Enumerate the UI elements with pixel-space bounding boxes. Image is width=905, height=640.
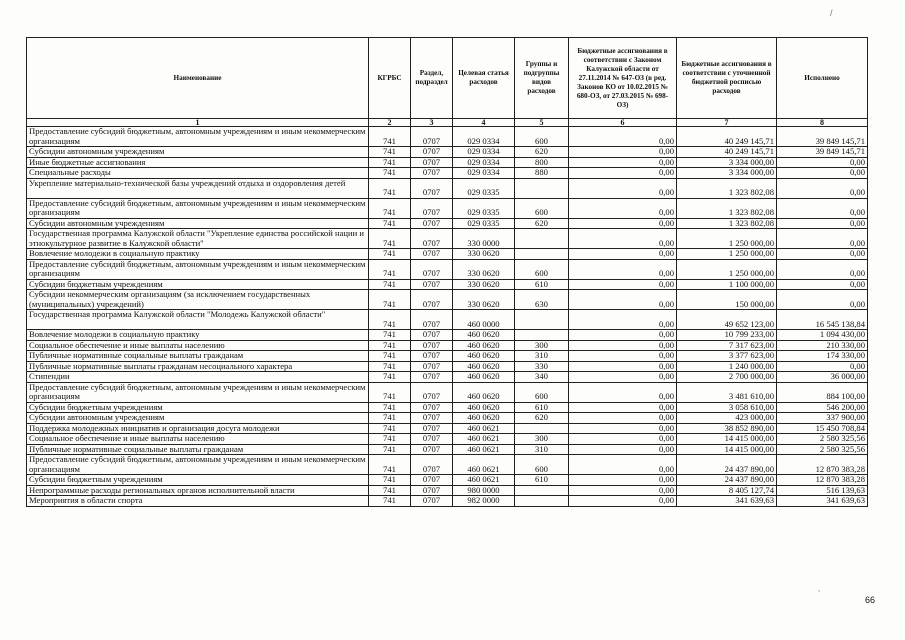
row-kgrbs: 741 [369, 259, 411, 279]
row-executed: 337 900,00 [777, 413, 868, 424]
row-section: 0707 [411, 147, 453, 158]
row-revised-allocation: 341 639,63 [677, 496, 777, 507]
row-expense-group: 610 [515, 402, 569, 413]
row-revised-allocation: 1 100 000,00 [677, 279, 777, 290]
table-row [27, 423, 868, 434]
row-section: 0707 [411, 310, 453, 330]
row-revised-allocation: 10 799 233,00 [677, 330, 777, 341]
header-row [27, 38, 868, 119]
row-kgrbs: 741 [369, 147, 411, 158]
budget-table-sheet [26, 37, 867, 507]
row-expense-group: 300 [515, 340, 569, 351]
row-section: 0707 [411, 340, 453, 351]
row-section: 0707 [411, 259, 453, 279]
row-law-allocation: 0,00 [569, 310, 677, 330]
row-target-article: 330 0620 [453, 279, 515, 290]
row-expense-group: 620 [515, 413, 569, 424]
row-name: Предоставление субсидий бюджетным, автономным учреждениям и иным некоммерческим организациям [27, 198, 369, 218]
column-number: 1 [27, 119, 369, 127]
row-executed: 0,00 [777, 290, 868, 310]
row-expense-group: 600 [515, 259, 569, 279]
row-executed: 2 580 325,56 [777, 444, 868, 455]
row-name: Предоставление субсидий бюджетным, автономным учреждениям и иным некоммерческим организациям [27, 259, 369, 279]
row-law-allocation: 0,00 [569, 382, 677, 402]
row-target-article: 029 0335 [453, 178, 515, 198]
row-section: 0707 [411, 372, 453, 383]
row-executed: 0,00 [777, 168, 868, 179]
row-expense-group: 600 [515, 198, 569, 218]
table-row [27, 290, 868, 310]
row-target-article: 029 0334 [453, 168, 515, 179]
row-expense-group: 310 [515, 351, 569, 362]
row-expense-group: 610 [515, 279, 569, 290]
table-row [27, 259, 868, 279]
row-law-allocation: 0,00 [569, 434, 677, 445]
row-kgrbs: 741 [369, 423, 411, 434]
row-law-allocation: 0,00 [569, 198, 677, 218]
row-executed: 0,00 [777, 279, 868, 290]
row-revised-allocation: 14 415 000,00 [677, 444, 777, 455]
row-executed: 1 094 430,00 [777, 330, 868, 341]
row-expense-group: 340 [515, 372, 569, 383]
row-section: 0707 [411, 249, 453, 260]
header-name: Наименование [27, 38, 369, 119]
row-executed: 884 100,00 [777, 382, 868, 402]
row-revised-allocation: 24 437 890,00 [677, 475, 777, 486]
row-revised-allocation: 1 323 802,08 [677, 198, 777, 218]
column-number: 5 [515, 119, 569, 127]
row-target-article: 460 0621 [453, 423, 515, 434]
row-name: Субсидии бюджетным учреждениям [27, 279, 369, 290]
row-revised-allocation: 3 058 610,00 [677, 402, 777, 413]
row-revised-allocation: 3 334 000,00 [677, 157, 777, 168]
row-revised-allocation: 24 437 890,00 [677, 455, 777, 475]
row-revised-allocation: 1 323 802,08 [677, 218, 777, 229]
row-target-article: 029 0335 [453, 218, 515, 229]
row-name: Специальные расходы [27, 168, 369, 179]
row-name: Мероприятия в области спорта [27, 496, 369, 507]
row-executed: 15 450 708,84 [777, 423, 868, 434]
table-row [27, 475, 868, 486]
row-section: 0707 [411, 485, 453, 496]
row-expense-group [515, 485, 569, 496]
row-target-article: 460 0000 [453, 310, 515, 330]
row-name: Предоставление субсидий бюджетным, автономным учреждениям и иным некоммерческим организациям [27, 127, 369, 147]
row-executed: 39 849 145,71 [777, 147, 868, 158]
table-row [27, 434, 868, 445]
row-expense-group [515, 330, 569, 341]
row-target-article: 982 0000 [453, 496, 515, 507]
row-target-article: 460 0620 [453, 413, 515, 424]
row-section: 0707 [411, 361, 453, 372]
row-name: Государственная программа Калужской области "Укрепление единства российской нации и этнокультурное развитие в Калужской области" [27, 229, 369, 249]
row-executed: 0,00 [777, 249, 868, 260]
row-revised-allocation: 40 249 145,71 [677, 147, 777, 158]
row-target-article: 330 0620 [453, 259, 515, 279]
row-kgrbs: 741 [369, 168, 411, 179]
row-executed: 12 870 383,28 [777, 475, 868, 486]
row-section: 0707 [411, 290, 453, 310]
row-section: 0707 [411, 434, 453, 445]
row-section: 0707 [411, 351, 453, 362]
row-target-article: 460 0621 [453, 475, 515, 486]
row-section: 0707 [411, 455, 453, 475]
row-section: 0707 [411, 475, 453, 486]
row-name: Предоставление субсидий бюджетным, автономным учреждениям и иным некоммерческим организациям [27, 455, 369, 475]
table-row [27, 198, 868, 218]
column-number: 3 [411, 119, 453, 127]
row-section: 0707 [411, 413, 453, 424]
table-body [27, 127, 868, 507]
table-row [27, 178, 868, 198]
row-law-allocation: 0,00 [569, 127, 677, 147]
row-target-article: 460 0620 [453, 340, 515, 351]
row-name: Вовлечение молодежи в социальную практику [27, 249, 369, 260]
row-kgrbs: 741 [369, 455, 411, 475]
row-law-allocation: 0,00 [569, 351, 677, 362]
row-kgrbs: 741 [369, 496, 411, 507]
row-revised-allocation: 3 334 000,00 [677, 168, 777, 179]
row-law-allocation: 0,00 [569, 485, 677, 496]
row-law-allocation: 0,00 [569, 413, 677, 424]
row-law-allocation: 0,00 [569, 279, 677, 290]
row-section: 0707 [411, 127, 453, 147]
row-section: 0707 [411, 423, 453, 434]
row-expense-group [515, 310, 569, 330]
row-section: 0707 [411, 218, 453, 229]
header-kgrbs: КГРБС [369, 38, 411, 119]
row-kgrbs: 741 [369, 229, 411, 249]
row-revised-allocation: 8 405 127,74 [677, 485, 777, 496]
row-name: Вовлечение молодежи в социальную практику [27, 330, 369, 341]
row-kgrbs: 741 [369, 218, 411, 229]
row-expense-group [515, 496, 569, 507]
table-row [27, 402, 868, 413]
table-row [27, 127, 868, 147]
row-kgrbs: 741 [369, 402, 411, 413]
row-kgrbs: 741 [369, 413, 411, 424]
row-target-article: 460 0620 [453, 351, 515, 362]
row-kgrbs: 741 [369, 127, 411, 147]
row-expense-group: 880 [515, 168, 569, 179]
row-kgrbs: 741 [369, 198, 411, 218]
row-name: Публичные нормативные выплаты гражданам несоциального характера [27, 361, 369, 372]
row-expense-group: 330 [515, 361, 569, 372]
row-revised-allocation: 2 700 000,00 [677, 372, 777, 383]
table-row [27, 351, 868, 362]
row-name: Укрепление материально-технической базы учреждений отдыха и оздоровления детей [27, 178, 369, 198]
column-number: 8 [777, 119, 868, 127]
table-row [27, 147, 868, 158]
row-kgrbs: 741 [369, 434, 411, 445]
table-row [27, 229, 868, 249]
row-target-article: 460 0620 [453, 402, 515, 413]
table-row [27, 279, 868, 290]
row-target-article: 460 0621 [453, 444, 515, 455]
row-executed: 16 545 138,84 [777, 310, 868, 330]
row-expense-group: 630 [515, 290, 569, 310]
row-target-article: 330 0620 [453, 249, 515, 260]
row-executed: 0,00 [777, 259, 868, 279]
row-target-article: 029 0334 [453, 127, 515, 147]
row-executed: 210 330,00 [777, 340, 868, 351]
column-number: 6 [569, 119, 677, 127]
row-target-article: 460 0621 [453, 434, 515, 445]
row-law-allocation: 0,00 [569, 372, 677, 383]
header-section: Раздел, подраздел [411, 38, 453, 119]
row-name: Стипендии [27, 372, 369, 383]
row-kgrbs: 741 [369, 249, 411, 260]
table-row [27, 361, 868, 372]
row-expense-group: 600 [515, 382, 569, 402]
row-section: 0707 [411, 382, 453, 402]
row-target-article: 980 0000 [453, 485, 515, 496]
row-law-allocation: 0,00 [569, 475, 677, 486]
row-name: Государственная программа Калужской области "Молодежь Калужской области" [27, 310, 369, 330]
row-name: Социальное обеспечение и иные выплаты населению [27, 434, 369, 445]
row-name: Субсидии бюджетным учреждениям [27, 475, 369, 486]
table-row [27, 372, 868, 383]
row-expense-group [515, 229, 569, 249]
row-target-article: 029 0334 [453, 157, 515, 168]
table-row [27, 485, 868, 496]
table-row [27, 340, 868, 351]
column-number-row [27, 119, 868, 127]
row-law-allocation: 0,00 [569, 290, 677, 310]
column-number: 4 [453, 119, 515, 127]
row-name: Публичные нормативные социальные выплаты гражданам [27, 351, 369, 362]
row-revised-allocation: 1 250 000,00 [677, 249, 777, 260]
row-expense-group: 600 [515, 127, 569, 147]
row-name: Субсидии некоммерческим организациям (за исключением государственных (муниципальных) учреждений) [27, 290, 369, 310]
page-number: 66 [865, 595, 876, 605]
row-executed: 516 139,63 [777, 485, 868, 496]
row-name: Социальное обеспечение и иные выплаты населению [27, 340, 369, 351]
table-row [27, 218, 868, 229]
row-revised-allocation: 40 249 145,71 [677, 127, 777, 147]
header-revised-allocations: Бюджетные ассигнования в соответствии с уточненной бюджетной росписью расходов [677, 38, 777, 119]
row-revised-allocation: 423 000,00 [677, 413, 777, 424]
row-kgrbs: 741 [369, 485, 411, 496]
table-row [27, 444, 868, 455]
row-executed: 0,00 [777, 229, 868, 249]
row-target-article: 029 0334 [453, 147, 515, 158]
row-law-allocation: 0,00 [569, 229, 677, 249]
row-section: 0707 [411, 330, 453, 341]
row-section: 0707 [411, 168, 453, 179]
table-row [27, 310, 868, 330]
row-target-article: 029 0335 [453, 198, 515, 218]
header-law-allocations: Бюджетные ассигнования в соответствии с Законом Калужской области от 27.11.2014 № 647-ОЗ (в ред. Законов КО от 10.02.2015 № 680-ОЗ, от 27.03.2015 № 698-ОЗ) [569, 38, 677, 119]
row-law-allocation: 0,00 [569, 330, 677, 341]
row-kgrbs: 741 [369, 279, 411, 290]
row-expense-group [515, 178, 569, 198]
table-row [27, 413, 868, 424]
row-kgrbs: 741 [369, 330, 411, 341]
row-revised-allocation: 1 250 000,00 [677, 259, 777, 279]
row-target-article: 460 0620 [453, 330, 515, 341]
scan-mark: / [830, 8, 833, 18]
row-section: 0707 [411, 402, 453, 413]
row-executed: 0,00 [777, 157, 868, 168]
row-name: Субсидии автономным учреждениям [27, 147, 369, 158]
row-section: 0707 [411, 229, 453, 249]
row-executed: 12 870 383,28 [777, 455, 868, 475]
row-law-allocation: 0,00 [569, 249, 677, 260]
table-row [27, 496, 868, 507]
row-kgrbs: 741 [369, 351, 411, 362]
row-executed: 0,00 [777, 178, 868, 198]
row-executed: 341 639,63 [777, 496, 868, 507]
row-kgrbs: 741 [369, 444, 411, 455]
row-expense-group [515, 423, 569, 434]
row-revised-allocation: 3 377 623,00 [677, 351, 777, 362]
row-section: 0707 [411, 279, 453, 290]
row-executed: 36 000,00 [777, 372, 868, 383]
row-expense-group [515, 249, 569, 260]
row-expense-group: 800 [515, 157, 569, 168]
header-expense-group: Группы и подгруппы видов расходов [515, 38, 569, 119]
row-executed: 0,00 [777, 218, 868, 229]
row-kgrbs: 741 [369, 290, 411, 310]
row-law-allocation: 0,00 [569, 340, 677, 351]
row-revised-allocation: 14 415 000,00 [677, 434, 777, 445]
table-row [27, 382, 868, 402]
row-section: 0707 [411, 157, 453, 168]
row-name: Иные бюджетные ассигнования [27, 157, 369, 168]
header-executed: Исполнено [777, 38, 868, 119]
row-section: 0707 [411, 496, 453, 507]
row-revised-allocation: 3 481 610,00 [677, 382, 777, 402]
row-section: 0707 [411, 444, 453, 455]
row-name: Непрограммные расходы региональных органов исполнительной власти [27, 485, 369, 496]
row-law-allocation: 0,00 [569, 455, 677, 475]
row-law-allocation: 0,00 [569, 423, 677, 434]
row-target-article: 460 0620 [453, 361, 515, 372]
row-law-allocation: 0,00 [569, 496, 677, 507]
row-revised-allocation: 150 000,00 [677, 290, 777, 310]
table-row [27, 455, 868, 475]
row-target-article: 330 0620 [453, 290, 515, 310]
row-law-allocation: 0,00 [569, 361, 677, 372]
table-row [27, 330, 868, 341]
row-name: Публичные нормативные социальные выплаты гражданам [27, 444, 369, 455]
row-target-article: 460 0620 [453, 382, 515, 402]
row-kgrbs: 741 [369, 157, 411, 168]
row-kgrbs: 741 [369, 178, 411, 198]
budget-table [26, 37, 868, 507]
row-kgrbs: 741 [369, 382, 411, 402]
row-law-allocation: 0,00 [569, 444, 677, 455]
row-executed: 0,00 [777, 198, 868, 218]
row-revised-allocation: 7 317 623,00 [677, 340, 777, 351]
row-executed: 174 330,00 [777, 351, 868, 362]
row-law-allocation: 0,00 [569, 402, 677, 413]
row-law-allocation: 0,00 [569, 259, 677, 279]
row-kgrbs: 741 [369, 310, 411, 330]
table-row [27, 157, 868, 168]
row-expense-group: 600 [515, 455, 569, 475]
row-revised-allocation: 38 852 890,00 [677, 423, 777, 434]
row-executed: 0,00 [777, 361, 868, 372]
header-target-article: Целевая статья расходов [453, 38, 515, 119]
row-law-allocation: 0,00 [569, 218, 677, 229]
scan-mark: ʼ [818, 589, 820, 599]
row-kgrbs: 741 [369, 361, 411, 372]
table-row [27, 249, 868, 260]
row-kgrbs: 741 [369, 340, 411, 351]
row-expense-group: 620 [515, 218, 569, 229]
row-kgrbs: 741 [369, 475, 411, 486]
row-kgrbs: 741 [369, 372, 411, 383]
row-name: Поддержка молодежных инициатив и организация досуга молодежи [27, 423, 369, 434]
row-law-allocation: 0,00 [569, 157, 677, 168]
table-row [27, 168, 868, 179]
row-expense-group: 310 [515, 444, 569, 455]
row-name: Субсидии бюджетным учреждениям [27, 402, 369, 413]
row-target-article: 460 0620 [453, 372, 515, 383]
row-name: Субсидии автономным учреждениям [27, 413, 369, 424]
row-name: Предоставление субсидий бюджетным, автономным учреждениям и иным некоммерческим организациям [27, 382, 369, 402]
row-section: 0707 [411, 198, 453, 218]
row-executed: 2 580 325,56 [777, 434, 868, 445]
row-target-article: 460 0621 [453, 455, 515, 475]
row-law-allocation: 0,00 [569, 168, 677, 179]
row-expense-group: 620 [515, 147, 569, 158]
column-number: 2 [369, 119, 411, 127]
row-executed: 546 200,00 [777, 402, 868, 413]
row-target-article: 330 0000 [453, 229, 515, 249]
column-number: 7 [677, 119, 777, 127]
row-revised-allocation: 1 240 000,00 [677, 361, 777, 372]
row-revised-allocation: 1 323 802,08 [677, 178, 777, 198]
row-name: Субсидии автономным учреждениям [27, 218, 369, 229]
row-revised-allocation: 1 250 000,00 [677, 229, 777, 249]
row-law-allocation: 0,00 [569, 178, 677, 198]
row-law-allocation: 0,00 [569, 147, 677, 158]
row-expense-group: 610 [515, 475, 569, 486]
row-section: 0707 [411, 178, 453, 198]
row-expense-group: 300 [515, 434, 569, 445]
row-executed: 39 849 145,71 [777, 127, 868, 147]
row-revised-allocation: 49 652 123,00 [677, 310, 777, 330]
